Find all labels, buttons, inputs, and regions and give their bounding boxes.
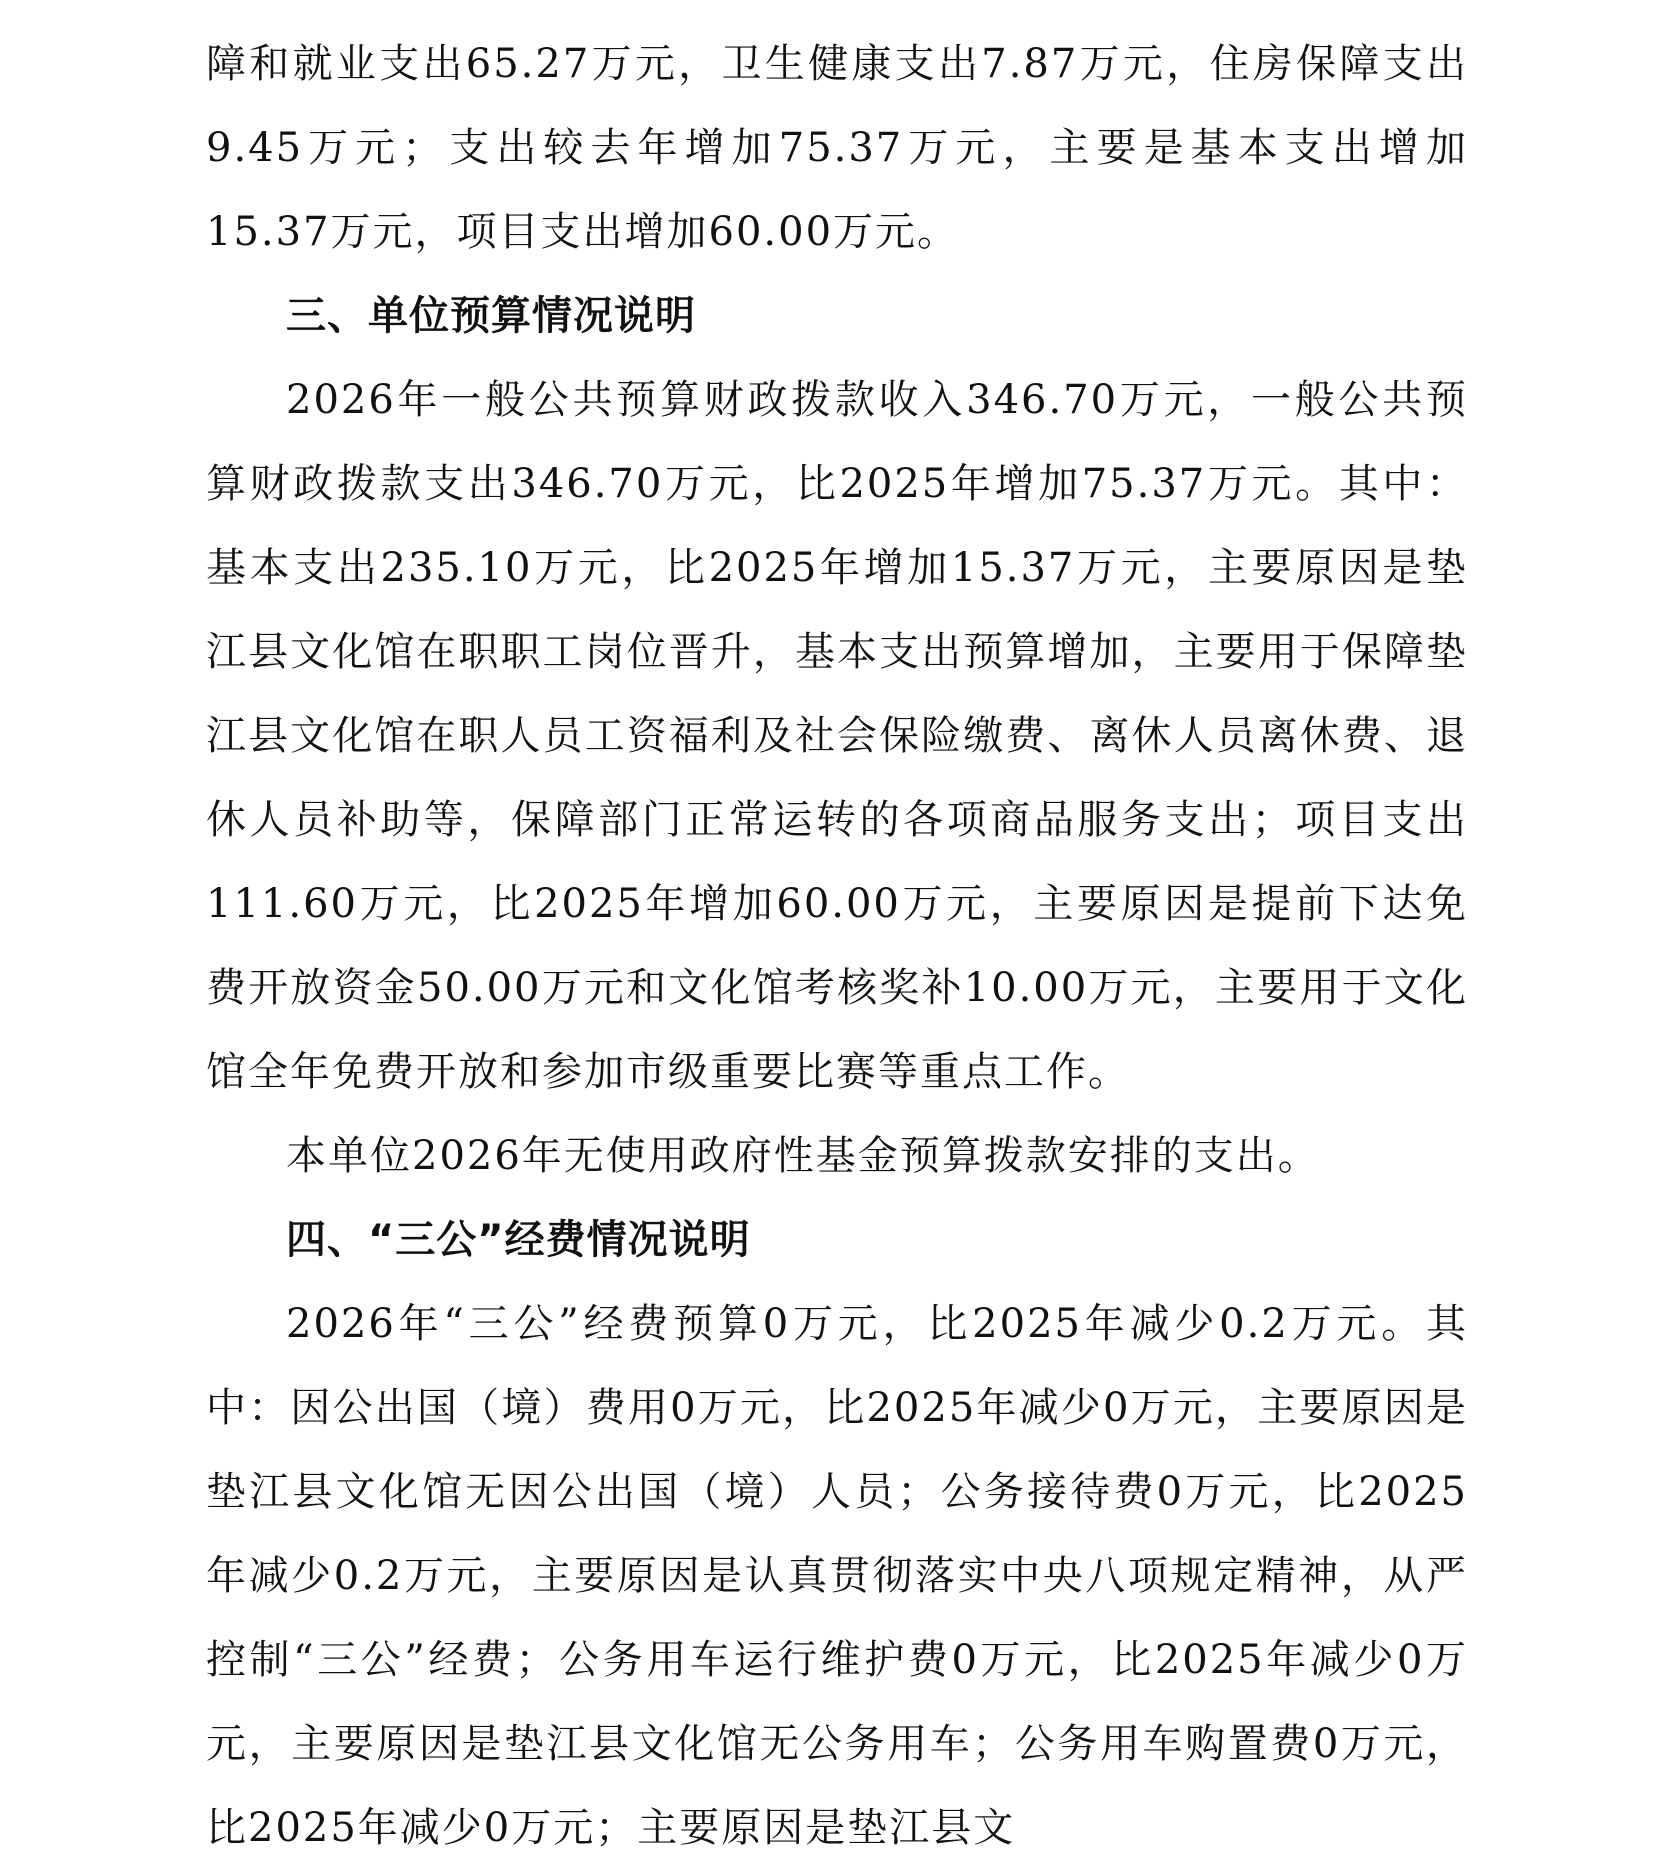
- section-3-paragraph-1: 2026年一般公共预算财政拨款收入346.70万元，一般公共预算财政拨款支出346.70万元，比2025年增加75.37万元。其中：基本支出235.10万元，比2025年增加15.37万元，主要原因是垫江县文化馆在职职工岗位晋升，基本支出预算增加，主要用于保障垫江县文化馆在职人员工资福利及社会保险缴费、离休人员离休费、退休人员补助等，保障部门正常运转的各项商品服务支出；项目支出111.60万元，比2025年增加60.00万元，主要原因是提前下达免费开放资金50.00万元和文化馆考核奖补10.00万元，主要用于文化馆全年免费开放和参加市级重要比赛等重点工作。: [206, 377, 1468, 1095]
- section-3-heading: 三、单位预算情况说明: [286, 293, 696, 339]
- section-3-paragraph-2: 本单位2026年无使用政府性基金预算拨款安排的支出。: [286, 1133, 1320, 1179]
- document-body: [206, 22, 1468, 1870]
- section-4-heading: 四、“三公”经费情况说明: [286, 1217, 751, 1263]
- intro-paragraph: 障和就业支出65.27万元，卫生健康支出7.87万元，住房保障支出9.45万元；支出较去年增加75.37万元，主要是基本支出增加15.37万元，项目支出增加60.00万元。: [206, 41, 1468, 255]
- section-4-paragraph-1: 2026年“三公”经费预算0万元，比2025年减少0.2万元。其中：因公出国（境）费用0万元，比2025年减少0万元，主要原因是垫江县文化馆无因公出国（境）人员；公务接待费0万元，比2025年减少0.2万元，主要原因是认真贯彻落实中央八项规定精神，从严控制“三公”经费；公务用车运行维护费0万元，比2025年减少0万元，主要原因是垫江县文化馆无公务用车；公务用车购置费0万元，比2025年减少0万元；主要原因是垫江县文: [206, 1301, 1468, 1851]
